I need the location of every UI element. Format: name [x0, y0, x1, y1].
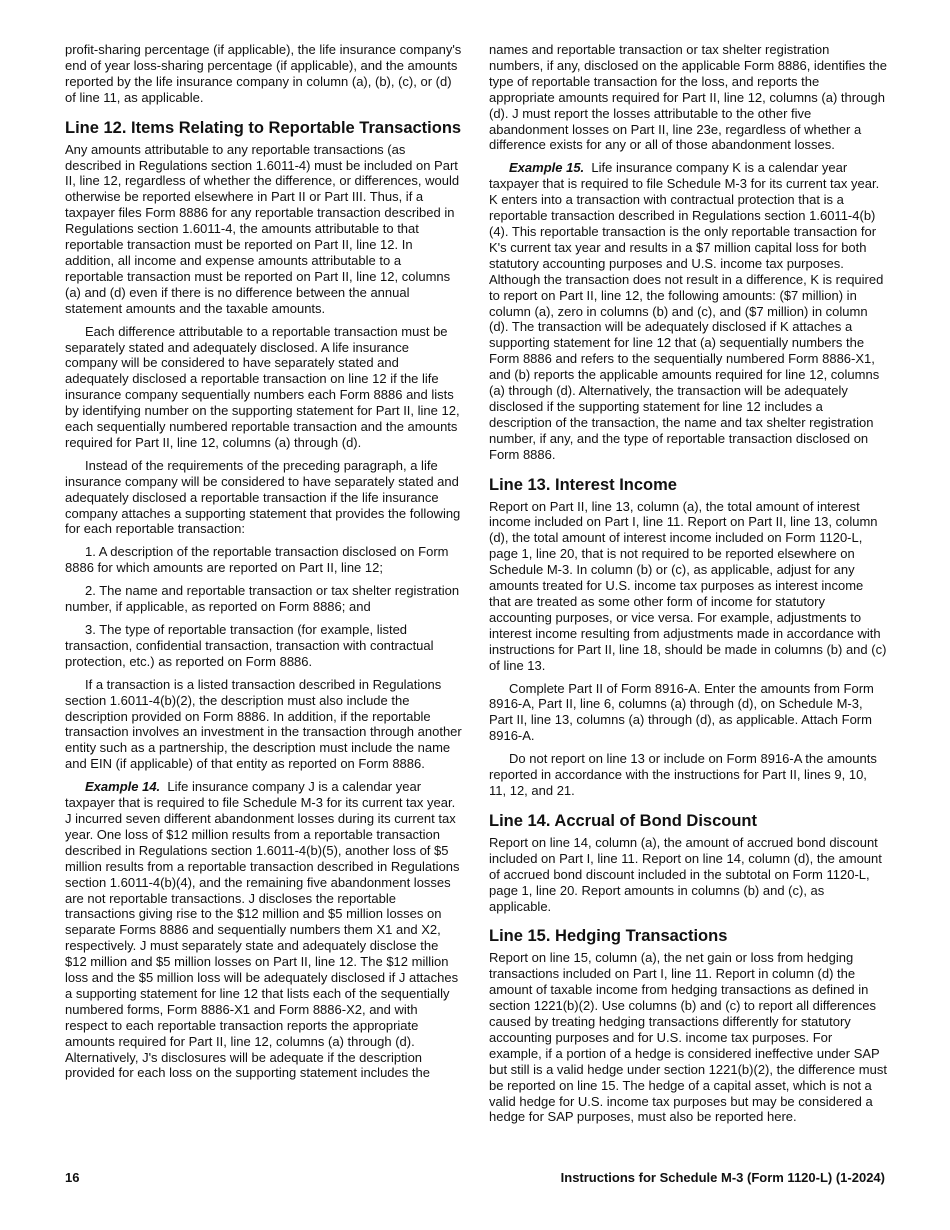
right-column — [489, 42, 887, 1132]
footer-title: Instructions for Schedule M-3 (Form 1120-L) (1-2024) — [560, 1170, 885, 1185]
page-number: 16 — [65, 1170, 80, 1185]
line-15-paragraph: Report on line 15, column (a), the net gain or loss from hedging transactions included on Part I, line 11. Report in column (d) the amount of taxable income from hedging transactions as defined in section 1221(b)(2). Use columns (b) and (c) to report all differences caused by treating hedging transactions differently for statutory accounting purposes and for U.S. income tax purposes. For example, if a portion of a hedge is considered ineffective under SAP but still is a valid hedge under section 1221(b)(2), the difference must be reported on line 15. The hedge of a capital asset, which is not a valid hedge for U.S. income tax purposes but may be considered a hedge for SAP purposes, must also be reported here. — [489, 950, 887, 1125]
list-item-2: 2. The name and reportable transaction or tax shelter registration number, if applicable, as reported on Form 8886; and — [65, 583, 460, 615]
left-column — [65, 42, 463, 1088]
list-item-1: 1. A description of the reportable transaction disclosed on Form 8886 for which amounts are reported on Part II, line 12; — [65, 544, 449, 576]
line-14-paragraph: Report on line 14, column (a), the amount of accrued bond discount included on Part I, line 11. Report on line 14, column (d), the amount of accrued bond discount included in the subtotal on Form 1120-L, page 1, line 20. Report amounts in columns (b) and (c), as applicable. — [489, 834, 882, 914]
example-14-label: Example 14. — [85, 779, 161, 795]
line-15-heading: Line 15. Hedging Transactions — [489, 927, 728, 946]
line-13-paragraph-2: Complete Part II of Form 8916-A. Enter the amounts from Form 8916-A, Part II, line 6, columns (a) through (d), on Schedule M-3, Part II, line 13, columns (a) through (d), as applicable. Attach Form 8916-A. — [489, 680, 874, 744]
line-14-heading: Line 14. Accrual of Bond Discount — [489, 811, 758, 830]
line-12-paragraph-4: If a transaction is a listed transaction described in Regulations section 1.6011-4(b)(2), the description must also include the description provided on Form 8886. In addition, if the reportable transaction involves an investment in the transaction through another entity such as a partnership, the description must include the name and EIN (if applicable) of that entity as reported on Form 8886. — [65, 676, 462, 772]
line-13-heading: Line 13. Interest Income — [489, 475, 677, 494]
line-12-paragraph-2: Each difference attributable to a reportable transaction must be separately stated and adequately disclosed. A life insurance company will be considered to have separately stated and adequately disclosed a reportable transaction on line 12 if the life insurance company sequentially numbers each Form 8886 and lists by identifying number on the supporting statement for Part II, line 12, each sequentially numbered reportable transaction and the amounts required for Part II, line 12, columns (a) through (d). — [65, 323, 460, 450]
line-12-paragraph-3: Instead of the requirements of the preceding paragraph, a life insurance company will be considered to have separately stated and adequately disclosed a reportable transaction if the life insurance company attaches a supporting statement that provides the following for each reportable transaction: — [65, 457, 461, 537]
line-12-paragraph-1: Any amounts attributable to any reportable transactions (as described in Regulations section 1.6011-4) must be included on Part II, line 12, regardless of whether the difference, or differences, would otherwise be reported elsewhere in Part II or Part III. Thus, if a taxpayer files Form 8886 for any reportable transaction described in Regulations section 1.6011-4, the amounts attributable to that reportable transaction must be reported on Part II, line 12. In addition, all income and expense amounts attributable to a reportable transaction must be reported on Part II, line 12, columns (a) and (d) even if there is no difference between the annual statement amounts and the taxable amounts. — [65, 141, 460, 316]
continuation-paragraph: names and reportable transaction or tax shelter registration numbers, if any, disclosed on the applicable Form 8886, identifies the type of reportable transaction for the loss, and reports the appropriate amounts required for Part II, line 12, columns (a) through (d). J must report the losses attributable to the other five abandonment losses on Part II, line 23e, regardless of whether a difference exists for any or all of those abandonment losses. — [489, 42, 887, 153]
example-15-text: Life insurance company K is a calendar year taxpayer that is required to file Schedule M-3 for its current tax year. K enters into a transaction with contractual protection that is a reportable transaction described in Regulations section 1.6011-4(b)(4). This reportable transaction is the only reportable transaction for K's current tax year and results in a $7 million capital loss for both statutory accounting purposes and U.S. income tax purposes. Although the transaction does not result in a difference, K is required to report on Part II, line 12, the following amounts: ($7 million) in column (a), zero in columns (b) and (c), and ($7 million) in column (d). The transaction will be adequately disclosed if K attaches a supporting statement for line 12 that (a) sequentially numbers the Form 8886 and refers to the sequentially numbered Form 8886-X1, and (b) reports the applicable amounts required for line 12, columns (a) through (d). Alternatively, the transaction will be adequately disclosed if the supporting statement for line 12 includes a description of the transaction, the name and tax shelter registration number, if any, and the type of reportable transaction disclosed on Form 8886. — [489, 160, 884, 462]
list-item-3: 3. The type of reportable transaction (for example, listed transaction, confidential transaction, transaction with contractual protection, etc.) as reported on Form 8886. — [65, 622, 434, 669]
line-12-heading: Line 12. Items Relating to Reportable Transactions — [65, 118, 462, 137]
example-14 — [65, 779, 463, 1081]
example-14-text: Life insurance company J is a calendar year taxpayer that is required to file Schedule M-3 for its current tax year. J incurred seven different abandonment losses during its current tax year. One loss of $12 million results from a reportable transaction described in Regulations section 1.6011-4(b)(5), another loss of $5 million results from a reportable transaction described in Regulations section 1.6011-4(b)(4), and the remaining five abandonment losses are not reportable transactions. J discloses the reportable transactions giving rise to the $12 million and $5 million losses on separate Forms 8886 and sequentially numbers them X1 and X2, respectively. J must separately state and adequately disclose the $12 million and $5 million losses on Part II, line 12. The $12 million loss and the $5 million loss will be adequately disclosed if J attaches a supporting statement for line 12 that lists each of the sequentially numbered forms, Form 8886-X1 and Form 8886-X2, and with respect to each reportable transaction reports the appropriate amounts required for Part II, line 12, columns (a) through (d). Alternatively, J's disclosures will be adequate if the description provided for each loss on the supporting statement includes the — [65, 779, 460, 1081]
intro-paragraph: profit-sharing percentage (if applicable), the life insurance company's end of year loss-sharing percentage (if applicable), and the amounts reported by the life insurance company in column (a), (b), (c), or (d) of line 11, as applicable. — [65, 42, 462, 105]
example-15-label: Example 15. — [509, 160, 585, 176]
line-13-paragraph-3: Do not report on line 13 or include on Form 8916-A the amounts reported in accordance with the instructions for Part II, lines 9, 10, 11, 12, and 21. — [489, 751, 877, 798]
example-15 — [489, 160, 887, 462]
line-13-paragraph-1: Report on Part II, line 13, column (a), the total amount of interest income included on Part I, line 11. Report on Part II, line 13, column (d), the total amount of interest income included on Form 1120-L, page 1, line 20, that is not required to be reported elsewhere on Schedule M-3. In column (b) or (c), as applicable, adjust for any amounts treated for U.S. income tax purposes as interest income that are treated as some other form of income for statutory accounting purposes, or vice versa. For example, adjustments to interest income resulting from adjustments made in accordance with instructions for Part II, line 18, should be made in columns (b) and (c) of line 13. — [489, 498, 887, 673]
